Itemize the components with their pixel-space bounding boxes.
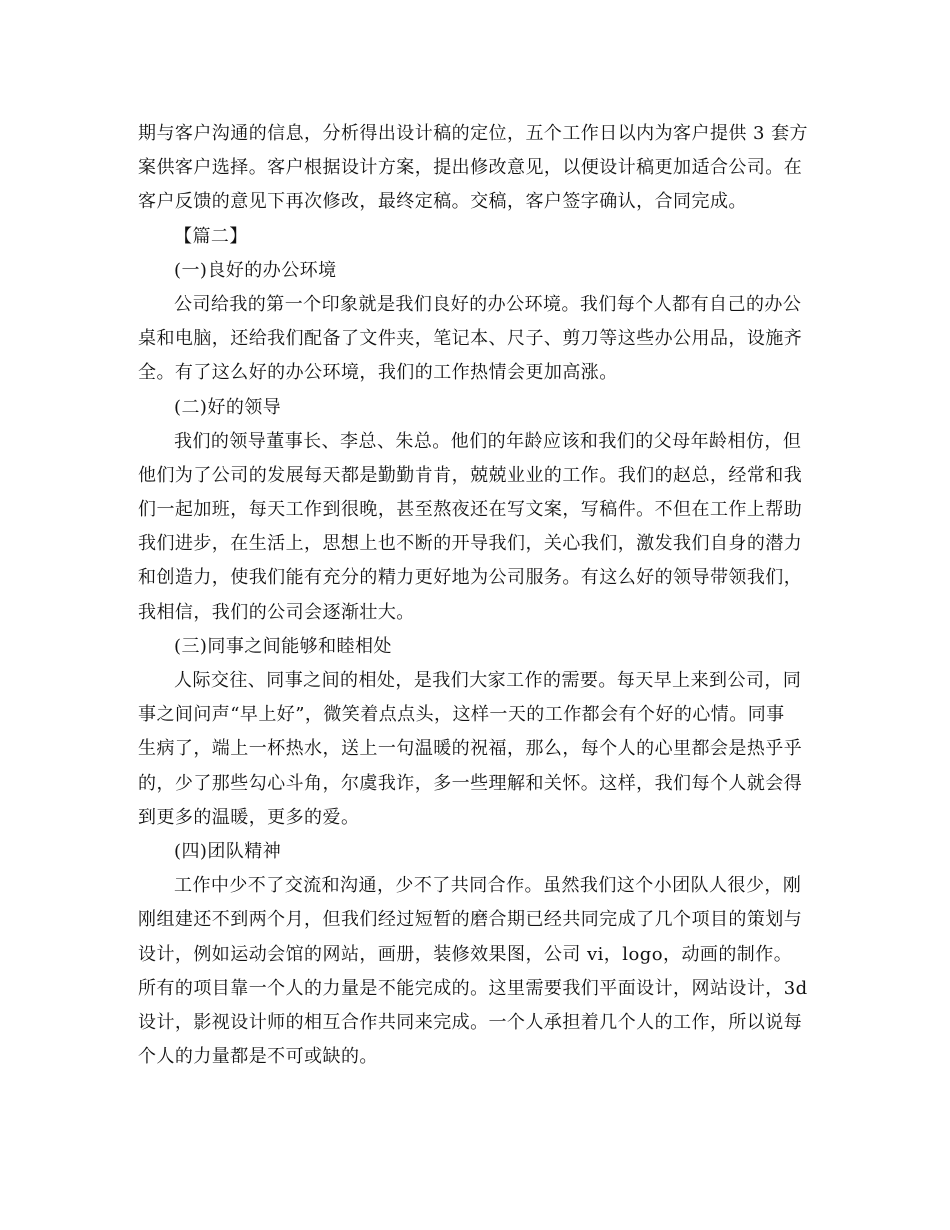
paragraph-line-indented: 工作中少不了交流和沟通，少不了共同合作。虽然我们这个小团队人很少，刚	[174, 875, 802, 897]
paragraph-line-indented: (三)同事之间能够和睦相处	[174, 635, 392, 657]
paragraph-line-indented: (四)团队精神	[174, 840, 282, 862]
paragraph-line: 的，少了那些勾心斗角，尔虞我诈，多一些理解和关怀。这样，我们每个人就会得	[138, 772, 803, 794]
paragraph-line: 们一起加班，每天工作到很晚，甚至熬夜还在写文案，写稿件。不但在工作上帮助	[138, 499, 803, 521]
paragraph-line-indented: 公司给我的第一个印象就是我们良好的办公环境。我们每个人都有自己的办公	[174, 293, 802, 315]
paragraph-line: 他们为了公司的发展每天都是勤勤肯肯，兢兢业业的工作。我们的赵总，经常和我	[138, 464, 803, 486]
paragraph-line: 到更多的温暖，更多的爱。	[138, 806, 360, 828]
paragraph-line: 案供客户选择。客户根据设计方案，提出修改意见，以便设计稿更加适合公司。在	[138, 157, 803, 179]
paragraph-line: 我相信，我们的公司会逐渐壮大。	[138, 601, 415, 623]
paragraph-line: 事之间问声“早上好”，微笑着点点头，这样一天的工作都会有个好的心情。同事	[138, 704, 785, 726]
paragraph-line: 桌和电脑，还给我们配备了文件夹，笔记本、尺子、剪刀等这些办公用品，设施齐	[138, 328, 803, 350]
paragraph-line-indented: 人际交往、同事之间的相处，是我们大家工作的需要。每天早上来到公司，同	[174, 670, 802, 691]
paragraph-line: 生病了，端上一杯热水，送上一句温暖的祝福，那么，每个人的心里都会是热乎乎	[138, 738, 803, 760]
paragraph-line: 客户反馈的意见下再次修改，最终定稿。交稿，客户签字确认，合同完成。	[138, 191, 747, 213]
paragraph-line: 刚组建还不到两个月，但我们经过短暂的磨合期已经共同完成了几个项目的策划与	[138, 909, 803, 931]
paragraph-line: 设计，例如运动会馆的网站，画册，装修效果图，公司 vi，logo，动画的制作。	[138, 943, 793, 965]
paragraph-line: 所有的项目靠一个人的力量是不能完成的。这里需要我们平面设计，网站设计，3d	[138, 977, 808, 999]
paragraph-line-indented: 【篇二】	[174, 225, 248, 247]
paragraph-line-indented: 我们的领导董事长、李总、朱总。他们的年龄应该和我们的父母年龄相仿，但	[174, 430, 802, 452]
paragraph-line: 期与客户沟通的信息，分析得出设计稿的定位，五个工作日以内为客户提供 3 套方	[138, 123, 808, 144]
paragraph-line-indented: (一)良好的办公环境	[174, 259, 337, 281]
paragraph-line: 我们进步，在生活上，思想上也不断的开导我们，关心我们，激发我们自身的潜力	[138, 533, 803, 555]
paragraph-line: 全。有了这么好的办公环境，我们的工作热情会更加高涨。	[138, 362, 618, 384]
document-body	[138, 117, 814, 1074]
paragraph-line-indented: (二)好的领导	[174, 396, 282, 418]
paragraph-line: 和创造力，使我们能有充分的精力更好地为公司服务。有这么好的领导带领我们，	[138, 567, 803, 589]
paragraph-line: 个人的力量都是不可或缺的。	[138, 1046, 378, 1068]
paragraph-line: 设计，影视设计师的相互合作共同来完成。一个人承担着几个人的工作，所以说每	[138, 1011, 803, 1033]
